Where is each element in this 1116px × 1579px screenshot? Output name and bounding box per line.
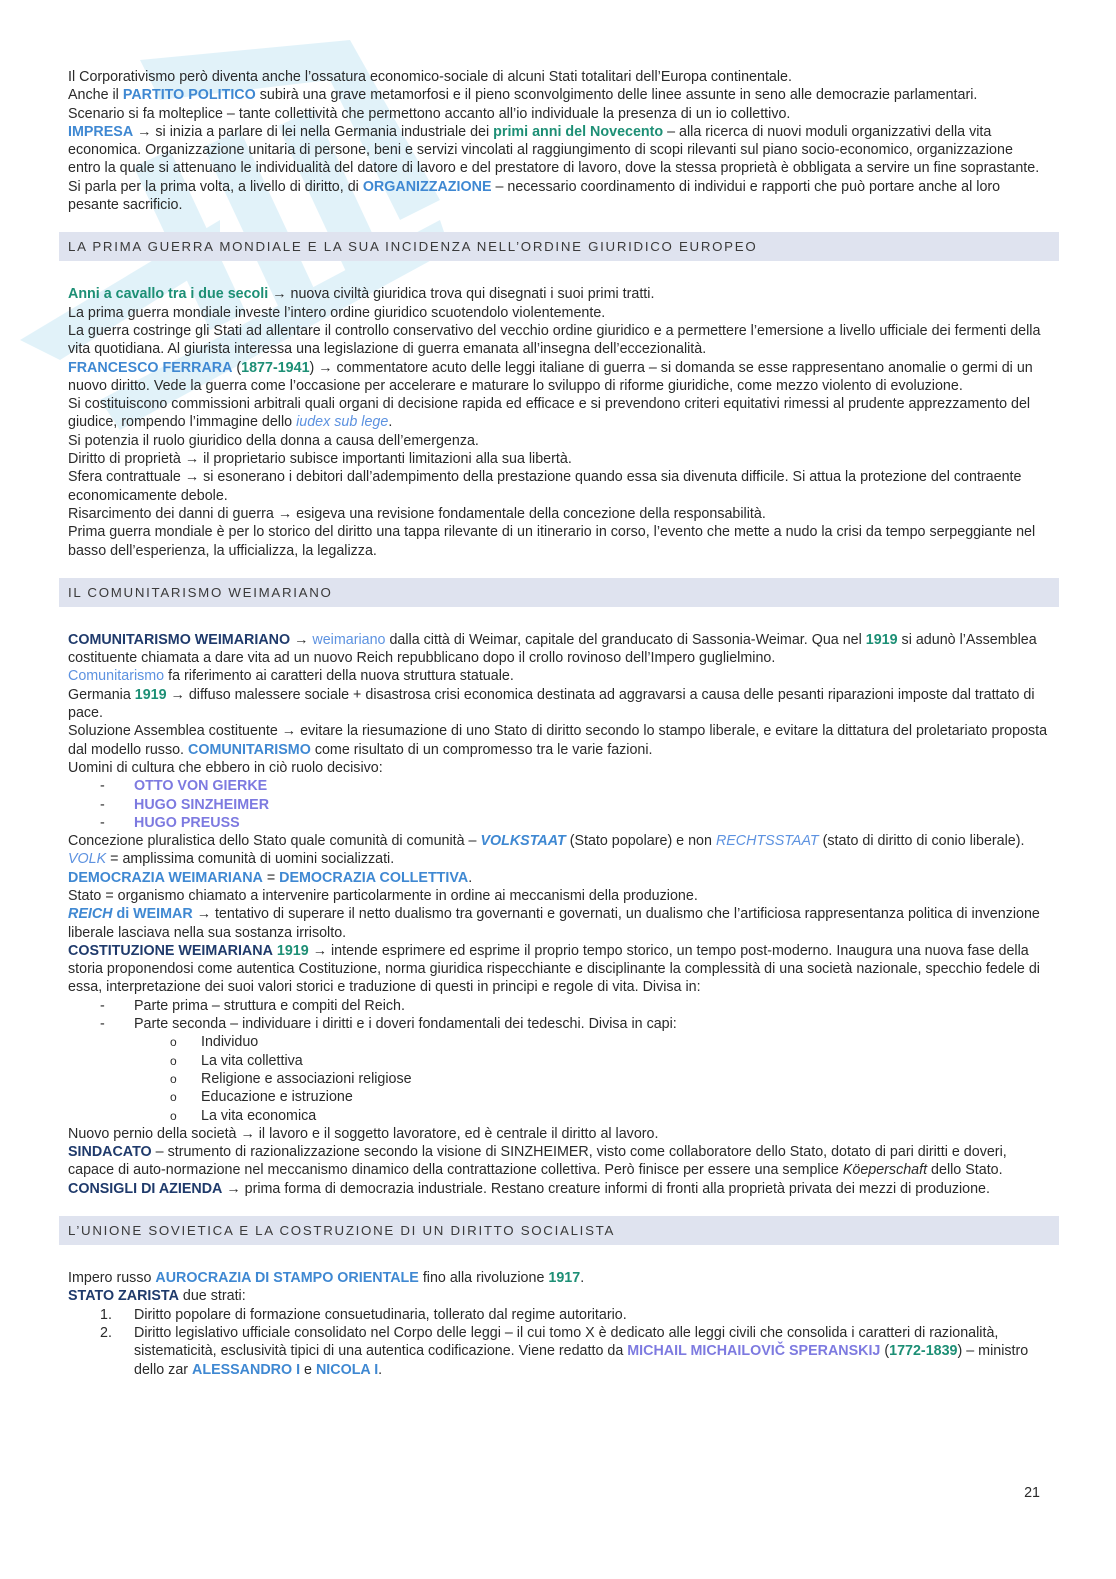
list-item: 1. Diritto popolare di formazione consuetudinaria, tollerato dal regime autoritario.	[100, 1306, 627, 1323]
arrow-icon: →	[272, 286, 287, 303]
arrow-icon: →	[184, 451, 200, 468]
arrow-icon: →	[170, 686, 185, 703]
list-item: o La vita economica	[170, 1107, 317, 1124]
paragraph: Germania 1919 → diffuso malessere sociale + disastrosa crisi economica destinata ad aggravarsi a causa delle pesanti riparazioni imposte dal trattato di pace.	[68, 686, 1035, 722]
paragraph: Si parla per la prima volta, a livello di diritto, di ORGANIZZAZIONE – necessario coordinamento di individui e rapporti che può portare anche al loro pesante sacrificio.	[68, 178, 1001, 214]
page-number: 21	[1024, 1485, 1040, 1501]
arrow-icon: →	[281, 723, 297, 740]
circle-bullet-icon: o	[170, 1108, 177, 1123]
parts-list	[68, 997, 1048, 1034]
dash-icon: -	[100, 814, 105, 831]
paragraph: Si costituiscono commissioni arbitrali quali organi di decisione rapida ed efficace e si prevendono criteri equitativi rimessi al prudente apprezzamento del giudice, rompendo l’immagine dello iudex sub lege.	[68, 396, 1031, 431]
dash-icon: -	[100, 778, 105, 795]
list-item: o Religione e associazioni religiose	[170, 1070, 412, 1087]
list-item: 2. Diritto legislativo ufficiale consolidato nel Corpo delle leggi – il cui tomo X è dedicato alle leggi civili che consolida i caratteri di razionalità, sistematicità, esclusività tipici di una autentica codificazione. Viene redatto da MICHAIL MICHAILOVIČ SPERANSKIJ (1772-1839) – ministro dello zar ALESSANDRO I e NICOLA I.	[100, 1324, 1029, 1378]
dash-icon: -	[100, 796, 105, 813]
paragraph: Nuovo pernio della società → il lavoro e il soggetto lavoratore, ed è centrale il diritto al lavoro.	[68, 1125, 659, 1142]
paragraph: Prima guerra mondiale è per lo storico del diritto una tappa rilevante di un itinerario in corso, l’evento che mette a nudo la crisi da tempo serpeggiante nel basso dell’esperienza, la ufficializza, la legalizza.	[68, 524, 1036, 559]
paragraph: REICH di WEIMAR → tentativo di superare il netto dualismo tra governanti e governati, un dualismo che l’artificiosa rappresentanza politica di invenzione liberale lasciava nella sua sostanza irrisolto.	[68, 906, 1040, 941]
paragraph: Uomini di cultura che ebbero in ciò ruolo decisivo:	[68, 759, 383, 776]
arrow-icon: →	[226, 1180, 241, 1197]
arrow-icon: →	[137, 123, 152, 140]
circle-bullet-icon: o	[170, 1090, 177, 1105]
paragraph: COMUNITARISMO WEIMARIANO → weimariano dalla città di Weimar, capitale del granducato di Sassonia-Weimar. Qua nel 1919 si adunò l’Assemblea costituente chiamata a dare vita ad un nuovo Reich repubblicano dopo il crollo rovinoso dell’Impero guglielmino.	[68, 631, 1037, 667]
arrow-icon: →	[277, 505, 293, 522]
section-comunitarismo	[68, 631, 1048, 1198]
list-item: o Educazione e istruzione	[170, 1089, 353, 1106]
dash-icon: -	[100, 997, 105, 1014]
arrow-icon: →	[318, 359, 333, 376]
paragraph: CONSIGLI DI AZIENDA → prima forma di democrazia industriale. Restano creature informi di fronti alla proprietà privata dei mezzi di produzione.	[68, 1180, 990, 1197]
paragraph: Anni a cavallo tra i due secoli → nuova civiltà giuridica trova qui disegnati i suoi primi tratti.	[68, 286, 655, 303]
circle-bullet-icon: o	[170, 1053, 177, 1068]
dash-icon: -	[100, 1016, 105, 1033]
list-item: - HUGO SINZHEIMER	[100, 796, 270, 813]
paragraph: DEMOCRAZIA WEIMARIANA = DEMOCRAZIA COLLETTIVA.	[68, 869, 473, 886]
arrow-icon: →	[240, 1125, 255, 1142]
list-item: o Individuo	[170, 1034, 259, 1051]
circle-bullet-icon: o	[170, 1035, 177, 1050]
paragraph: Impero russo AUROCRAZIA DI STAMPO ORIENTALE fino alla rivoluzione 1917.	[68, 1270, 585, 1287]
paragraph: Sfera contrattuale → si esonerano i debitori dall’adempimento della prestazione quando essa sia divenuta difficile. Si attua la protezione del contraente economicamente debole.	[68, 469, 1022, 504]
section-prima-guerra	[68, 285, 1048, 559]
chapters-list	[68, 1033, 1048, 1124]
paragraph: COSTITUZIONE WEIMARIANA 1919 → intende esprimere ed esprime il proprio tempo storico, un tempo post-moderno. Inaugura una nuova fase della storia proponendosi come autentica Costituzione, norma giuridica rispecchiante e disciplinante la complessità di una società nazionale, specchio fedele di essa, interpretazione dei suoi valori storici e traduzione di questi in principi e regole di vita. Divisa in:	[68, 942, 1040, 996]
paragraph: Comunitarismo fa riferimento ai caratteri della nuova struttura statuale.	[68, 668, 514, 685]
paragraph: La guerra costringe gli Stati ad allentare il controllo conservativo del vecchio ordine giuridico e a permettere l’emersione a livello ufficiale dei fermenti della vita quotidiana. Al giurista interessa una legislazione di guerra emanata all’insegna dell’eccezionalità.	[68, 322, 1041, 358]
intro-block	[68, 68, 1048, 214]
circle-bullet-icon: o	[170, 1071, 177, 1086]
paragraph: Si potenzia il ruolo giuridico della donna a causa dell’emergenza.	[68, 432, 479, 449]
arrow-icon: →	[196, 906, 211, 923]
arrow-icon: →	[294, 631, 309, 648]
list-item: - HUGO PREUSS	[100, 814, 240, 831]
strata-list	[68, 1306, 1048, 1379]
list-item: - Parte seconda – individuare i diritti e i doveri fondamentali dei tedeschi. Divisa in capi:	[100, 1016, 677, 1033]
paragraph: STATO ZARISTA due strati:	[68, 1288, 246, 1305]
paragraph: Concezione pluralistica dello Stato quale comunità di comunità – VOLKSTAAT (Stato popolare) e non RECHTSSTAAT (stato di diritto di conio liberale). VOLK = amplissima comunità di uomini socializzati.	[68, 833, 1025, 868]
paragraph: Stato = organismo chiamato a intervenire particolarmente in ordine ai meccanismi della produzione.	[68, 887, 698, 904]
paragraph: Il Corporativismo però diventa anche l’ossatura economico-sociale di alcuni Stati totalitari dell’Europa continentale.	[68, 69, 792, 85]
paragraph: Diritto di proprietà → il proprietario subisce importanti limitazioni alla sua libertà.	[68, 451, 572, 468]
paragraph: Risarcimento dei danni di guerra → esigeva una revisione fondamentale della concezione della responsabilità.	[68, 505, 766, 522]
arrow-icon: →	[184, 469, 200, 486]
people-list	[68, 777, 1048, 832]
paragraph: Scenario si fa molteplice – tante collettività che permettono accanto all’io individuale la presenza di un io collettivo.	[68, 105, 791, 122]
document-page	[68, 68, 1048, 1379]
list-item: o La vita collettiva	[170, 1052, 303, 1069]
paragraph: Soluzione Assemblea costituente → evitare la riesumazione di uno Stato di diritto secondo lo stampo liberale, e evitare la dittatura del proletariato proposta dal modello russo. COMUNITARISMO come risultato di un compromesso tra le varie fazioni.	[68, 723, 1048, 758]
arrow-icon: →	[312, 942, 327, 959]
paragraph: FRANCESCO FERRARA (1877-1941) → commentatore acuto delle leggi italiane di guerra – si domanda se esse rappresentano anomalie o germi di un nuovo diritto. Vede la guerra come l’occasione per accelerare e maturare lo sviluppo di riforme giuridiche, come mezzo violento di evoluzione.	[68, 359, 1033, 394]
list-item: - Parte prima – struttura e compiti del Reich.	[100, 997, 405, 1014]
paragraph: La prima guerra mondiale investe l’intero ordine giuridico scuotendolo violentemente.	[68, 304, 606, 321]
section-unione-sovietica	[68, 1269, 1048, 1379]
list-item: - OTTO VON GIERKE	[100, 778, 268, 795]
section-header-unione-sovietica: L’UNIONE SOVIETICA E LA COSTRUZIONE DI UN DIRITTO SOCIALISTA	[59, 1216, 1059, 1245]
paragraph: SINDACATO – strumento di razionalizzazione secondo la visione di SINZHEIMER, visto come collaboratore dello Stato, dotato di pari diritti e doveri, capace di auto-normazione nel meccanismo dinamico della contrattazione collettiva. Però finisce per essere una semplice Köeperschaft dello Stato.	[68, 1144, 1007, 1179]
section-header-prima-guerra: LA PRIMA GUERRA MONDIALE E LA SUA INCIDENZA NELL’ORDINE GIURIDICO EUROPEO	[59, 232, 1059, 261]
section-header-comunitarismo: IL COMUNITARISMO WEIMARIANO	[59, 578, 1059, 607]
paragraph: IMPRESA → si inizia a parlare di lei nella Germania industriale dei primi anni del Novecento – alla ricerca di nuovi moduli organizzativi della vita economica. Organizzazione unitaria di persone, beni e servizi vincolati al raggiungimento di scopi rilevanti sul piano socio-economico, organizzazione entro la quale si attenuano le individualità del datore di lavoro e del prestatore di lavoro, dove la stessa proprietà è obbligata a servire un fine soprastante.	[68, 123, 1040, 177]
paragraph: Anche il PARTITO POLITICO subirà una grave metamorfosi e il pieno sconvolgimento delle linee assunte in seno alle democrazie parlamentari.	[68, 87, 978, 104]
